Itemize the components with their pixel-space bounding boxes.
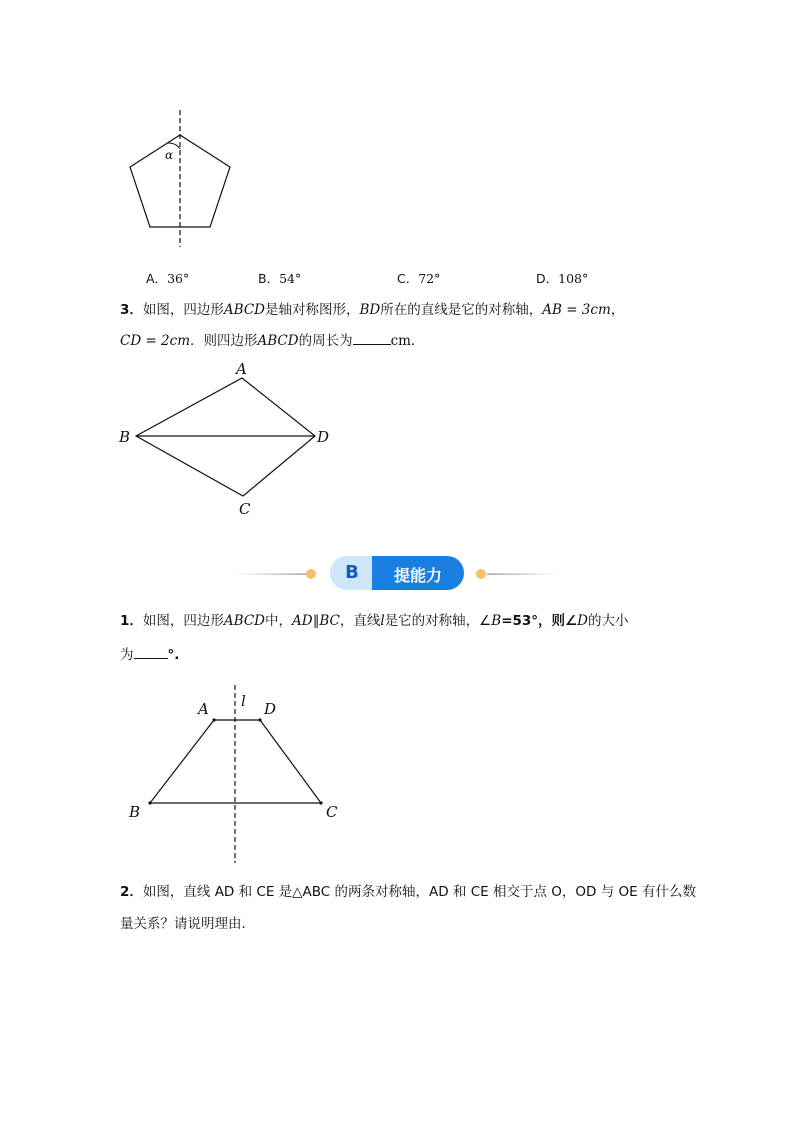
- b2-text-2: 量关系？请说明理由．: [120, 916, 255, 932]
- option-d[interactable]: [536, 269, 588, 289]
- q3-bd: BD: [359, 302, 381, 318]
- trap-label-l: l: [241, 692, 246, 710]
- q3-answer-blank[interactable]: [353, 332, 391, 345]
- banner-left-line: [235, 568, 320, 580]
- kite-label-c: C: [239, 500, 251, 518]
- option-c-value: 72°: [418, 271, 441, 286]
- q3-abcd-2: ABCD: [257, 333, 299, 349]
- q3-cd-equation: CD = 2cm: [120, 333, 190, 349]
- b1-abcd: ABCD: [223, 613, 265, 629]
- q3-period: ．: [410, 333, 425, 349]
- q3-text-5: 的周长为: [298, 333, 353, 349]
- b1-b: B: [491, 613, 502, 629]
- option-c-label: C．: [397, 271, 419, 286]
- b2-text-1: 如图，直线 AD 和 CE 是△ABC 的两条对称轴，AD 和 CE 相交于点 O，OD 与 OE 有什么数: [142, 884, 696, 900]
- b1-line1: [120, 611, 628, 631]
- section-title-pill: [372, 556, 464, 590]
- trap-label-c: C: [326, 803, 338, 821]
- b1-text-5: =53°，则∠: [501, 613, 578, 629]
- trap-label-a: A: [198, 700, 209, 718]
- q3-text-1: 如图，四边形: [142, 302, 224, 318]
- kite-shape: [136, 378, 315, 496]
- b2-line2: [120, 914, 255, 934]
- b1-parallel: ∥: [312, 613, 320, 629]
- section-badge-letter: B: [345, 562, 359, 583]
- q3-text-3: 所在的直线是它的对称轴，: [380, 302, 543, 318]
- b1-text-4: 是它的对称轴，∠: [384, 613, 492, 629]
- trap-label-d: D: [264, 700, 277, 718]
- vertex-a-dot: [212, 718, 215, 721]
- b1-text-6: 的大小: [587, 613, 629, 629]
- b1-l: l: [380, 613, 385, 629]
- vertex-c-dot: [319, 801, 322, 804]
- q3-comma: ，: [610, 302, 625, 318]
- b1-text-3: ，直线: [339, 613, 381, 629]
- q3-text-4: ．则四边形: [190, 333, 258, 349]
- b1-text-8: °.: [167, 647, 180, 663]
- option-c[interactable]: [397, 269, 440, 289]
- b1-bc: BC: [319, 613, 340, 629]
- pentagon-figure: [120, 105, 240, 255]
- q3-number: 3．: [120, 302, 143, 318]
- kite-label-b: B: [119, 428, 131, 446]
- b1-d: D: [577, 613, 588, 629]
- b2-number: 2．: [120, 884, 143, 900]
- b1-line2: [120, 645, 179, 665]
- option-b-value: 54°: [279, 271, 302, 286]
- option-a-value: 36°: [167, 271, 190, 286]
- q3-unit: cm: [390, 333, 411, 349]
- vertex-b-dot: [148, 801, 151, 804]
- b1-ad: AD: [291, 613, 313, 629]
- q3-line1: [120, 300, 624, 320]
- q3-line2: [120, 331, 424, 351]
- option-a[interactable]: [146, 269, 189, 289]
- banner-right-dot: [476, 569, 486, 579]
- b1-text-1: 如图，四边形: [142, 613, 224, 629]
- kite-label-d: D: [317, 428, 330, 446]
- option-b[interactable]: [258, 269, 301, 289]
- section-badge: [330, 556, 374, 590]
- option-d-label: D．: [536, 271, 559, 286]
- b1-number: 1．: [120, 613, 143, 629]
- kite-figure: [110, 358, 340, 523]
- banner-right-line: [474, 568, 559, 580]
- trap-label-b: B: [129, 803, 141, 821]
- q3-abcd: ABCD: [223, 302, 265, 318]
- q3-ab-equation: AB = 3cm: [542, 302, 611, 318]
- b1-text-2: 中，: [264, 613, 292, 629]
- angle-alpha-label: α: [165, 148, 174, 162]
- banner-left-dot: [306, 569, 316, 579]
- trapezoid-figure: [120, 680, 360, 870]
- b1-text-7: 为: [120, 647, 134, 663]
- q3-text-2: 是轴对称图形，: [264, 302, 360, 318]
- b2-line1: [120, 882, 696, 902]
- option-d-value: 108°: [558, 271, 589, 286]
- b1-answer-blank[interactable]: [134, 646, 168, 659]
- section-title: 提能力: [393, 566, 442, 585]
- option-a-label: A．: [146, 271, 168, 286]
- kite-label-a: A: [236, 360, 247, 378]
- vertex-d-dot: [258, 718, 261, 721]
- option-b-label: B．: [258, 271, 280, 286]
